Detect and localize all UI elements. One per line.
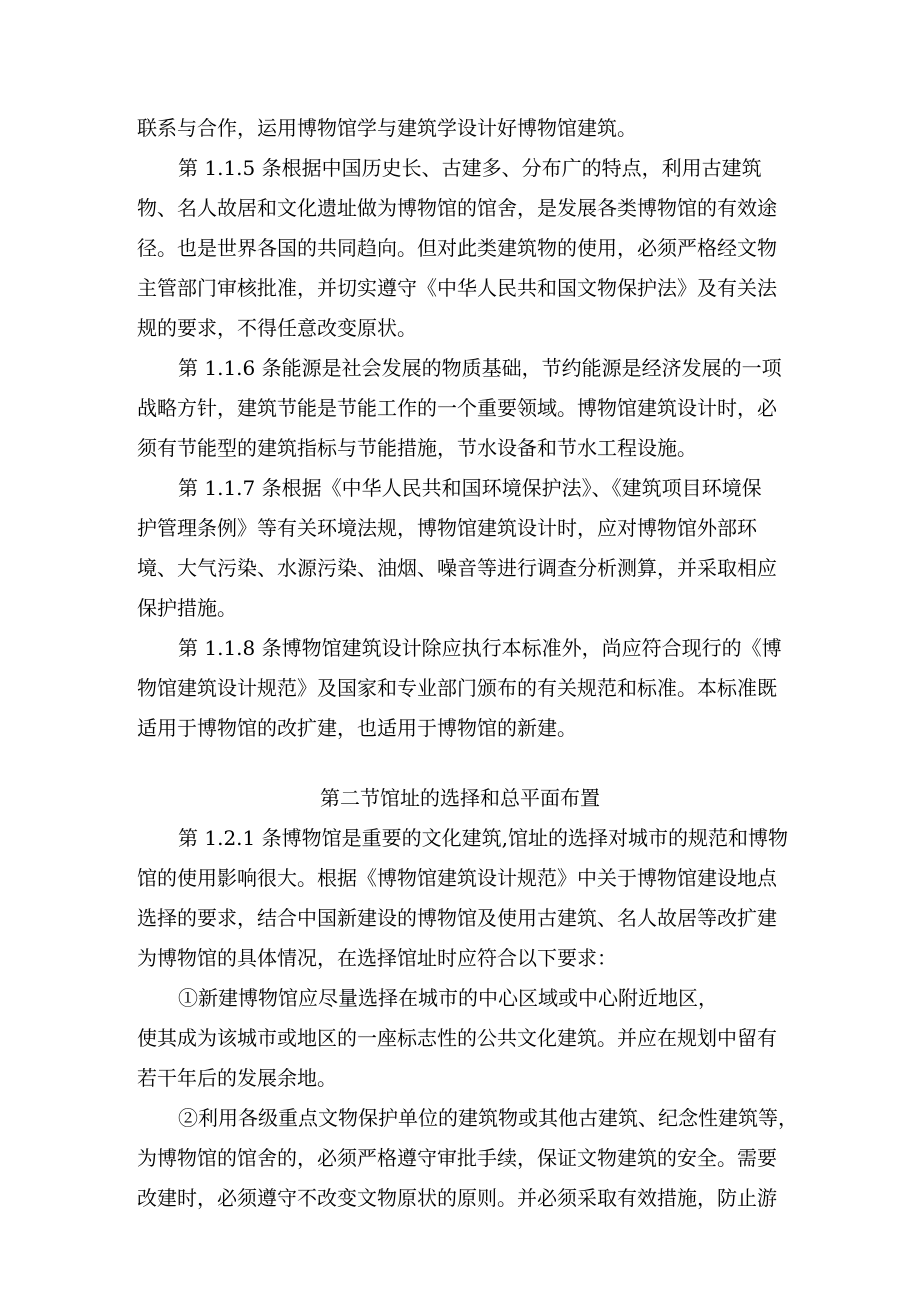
text-line: 战略方针，建筑节能是节能工作的一个重要领域。博物馆建筑设计时，必 — [137, 396, 777, 420]
requirement-2: ②利用各级重点文物保护单位的建筑物或其他古建筑、纪念性建筑等， — [178, 1106, 798, 1130]
text-line: 为博物馆的具体情况，在选择馆址时应符合以下要求： — [137, 946, 617, 970]
text-line: 径。也是世界各国的共同趋向。但对此类建筑物的使用，必须严格经文物 — [137, 236, 777, 260]
article-1-2-1: 第 1.2.1 条博物馆是重要的文化建筑,馆址的选择对城市的规范和博物 — [178, 826, 788, 850]
text-line: 适用于博物馆的改扩建，也适用于博物馆的新建。 — [137, 716, 577, 740]
text-line: 规的要求，不得任意改变原状。 — [137, 316, 417, 340]
section-heading: 第二节馆址的选择和总平面布置 — [320, 786, 600, 810]
text-line: 物馆建筑设计规范》及国家和专业部门颁布的有关规范和标准。本标准既 — [137, 676, 777, 700]
text-line: 须有节能型的建筑指标与节能措施，节水设备和节水工程设施。 — [137, 436, 697, 460]
text-line: 联系与合作，运用博物馆学与建筑学设计好博物馆建筑。 — [137, 116, 637, 140]
text-line: 物、名人故居和文化遗址做为博物馆的馆舍，是发展各类博物馆的有效途 — [137, 196, 777, 220]
article-1-1-8: 第 1.1.8 条博物馆建筑设计除应执行本标准外，尚应符合现行的《博 — [178, 636, 782, 660]
text-line: 若干年后的发展余地。 — [137, 1066, 337, 1090]
article-1-1-6: 第 1.1.6 条能源是社会发展的物质基础，节约能源是经济发展的一项 — [178, 356, 782, 380]
article-1-1-5: 第 1.1.5 条根据中国历史长、古建多、分布广的特点，利用古建筑 — [178, 156, 762, 180]
text-line: 馆的使用影响很大。根据《博物馆建筑设计规范》中关于博物馆建设地点 — [137, 866, 777, 890]
text-line: 护管理条例》等有关环境法规，博物馆建筑设计时，应对博物馆外部环 — [137, 516, 757, 540]
article-1-1-7: 第 1.1.7 条根据《中华人民共和国环境保护法》、《建筑项目环境保 — [178, 476, 762, 500]
text-line: 改建时，必须遵守不改变文物原状的原则。并必须采取有效措施，防止游 — [137, 1186, 777, 1210]
text-line: 保护措施。 — [137, 596, 237, 620]
requirement-1: ①新建博物馆应尽量选择在城市的中心区域或中心附近地区， — [178, 986, 718, 1010]
text-line: 为博物馆的馆舍的，必须严格遵守审批手续，保证文物建筑的安全。需要 — [137, 1146, 777, 1170]
text-line: 选择的要求，结合中国新建设的博物馆及使用古建筑、名人故居等改扩建 — [137, 906, 777, 930]
text-line: 境、大气污染、水源污染、油烟、噪音等进行调查分析测算，并采取相应 — [137, 556, 777, 580]
text-line: 主管部门审核批准，并切实遵守《中华人民共和国文物保护法》及有关法 — [137, 276, 777, 300]
text-line: 使其成为该城市或地区的一座标志性的公共文化建筑。并应在规划中留有 — [137, 1026, 777, 1050]
